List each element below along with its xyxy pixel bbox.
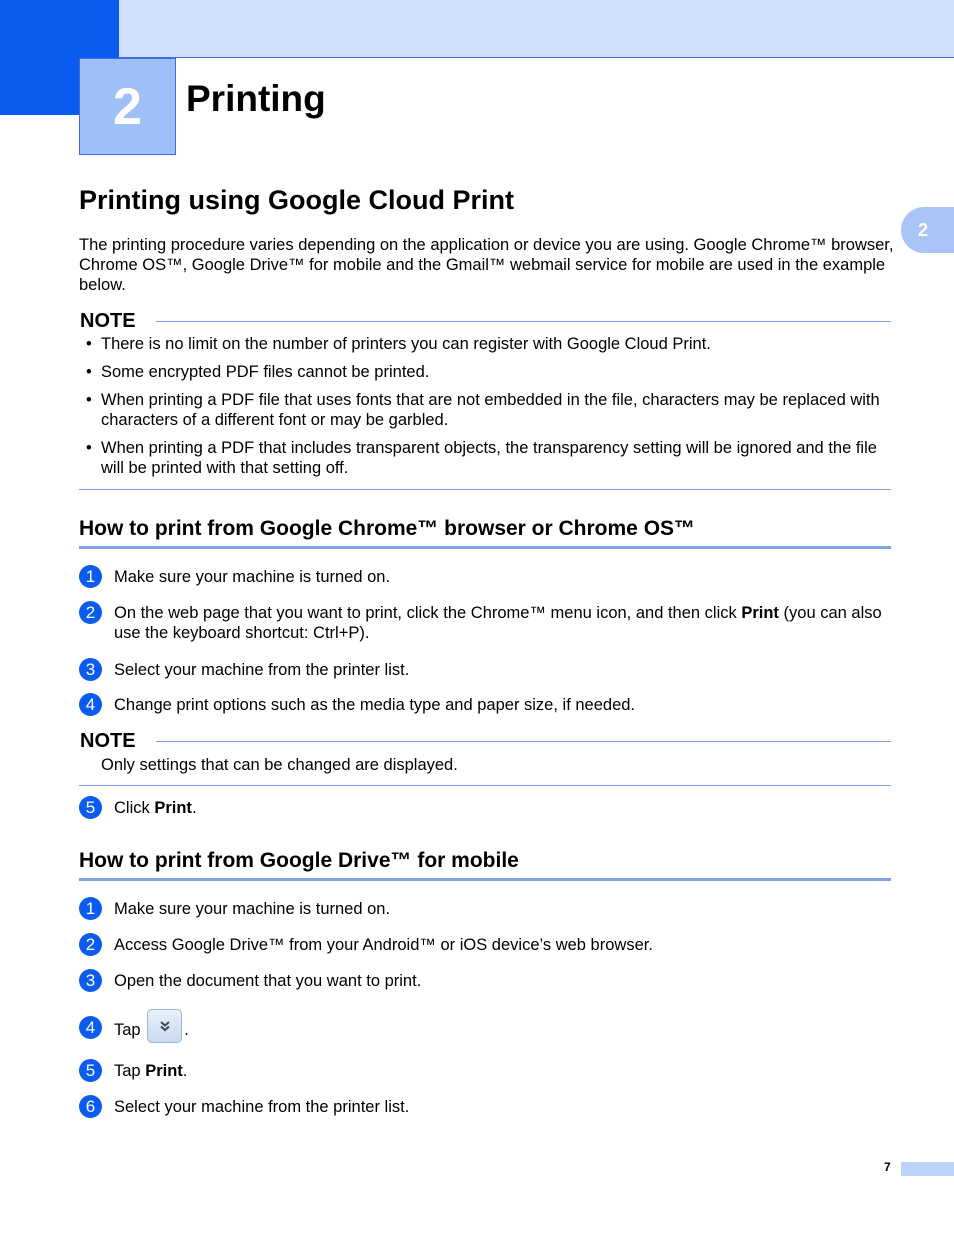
bullet-text: When printing a PDF that includes transparent objects, the transparency setting will be ignored and the file will be printed with that setting off. [101, 439, 877, 477]
chapter-title: Printing [186, 78, 326, 119]
double-chevron-down-icon [158, 1019, 172, 1033]
note-end-rule [79, 785, 891, 786]
step-number: 4 [79, 1016, 102, 1039]
bullet-text: Some encrypted PDF files cannot be printed. [101, 363, 430, 381]
step-number: 3 [79, 658, 102, 681]
bullet-dot: • [86, 363, 92, 381]
step-text: Open the document that you want to print. [114, 972, 422, 990]
note-bullet [86, 334, 891, 354]
note-bullet [86, 362, 891, 382]
note-bullet [86, 390, 891, 430]
note-rule [156, 741, 891, 742]
step-text: Tap [114, 1020, 146, 1039]
note-end-rule [79, 489, 891, 490]
page-number: 7 [884, 1160, 891, 1174]
step-item [79, 899, 891, 919]
step-text: . [191, 799, 197, 817]
chrome-section-title: How to print from Google Chrome™ browser or Chrome OS™ [79, 517, 696, 540]
step-number: 5 [79, 796, 102, 819]
step-item [79, 603, 891, 643]
side-tab-label: 2 [918, 219, 929, 240]
step-item [79, 695, 891, 715]
bullet-dot: • [86, 335, 92, 353]
chapter-number: 2 [113, 77, 142, 136]
side-chapter-tab [901, 207, 954, 253]
step-item [79, 798, 891, 818]
step-text: On the web page that you want to print, click the Chrome™ menu icon, and then click [114, 604, 742, 622]
step-number: 1 [79, 565, 102, 588]
step-number: 5 [79, 1059, 102, 1082]
step-number: 6 [79, 1095, 102, 1118]
step-number: 4 [79, 693, 102, 716]
step-item [79, 1018, 891, 1043]
step-text: Tap [114, 1062, 146, 1080]
step-number: 1 [79, 897, 102, 920]
bullet-text: When printing a PDF file that uses fonts that are not embedded in the file, characters may be replaced with characters of a different font or may be garbled. [101, 391, 880, 429]
chapter-number-box [79, 58, 176, 155]
step-bold: Print [145, 1062, 183, 1080]
header-band [0, 0, 954, 58]
note-rule [156, 321, 891, 322]
drive-section-rule [79, 878, 891, 881]
step-item [79, 1097, 891, 1117]
step-text: Change print options such as the media type and paper size, if needed. [114, 696, 636, 714]
step-number: 3 [79, 969, 102, 992]
step-text: Select your machine from the printer list. [114, 661, 410, 679]
step-text: (you can also use the keyboard shortcut: Ctrl+P). [114, 604, 882, 642]
step-text: Select your machine from the printer list. [114, 1098, 410, 1116]
step-item [79, 935, 891, 955]
step-number: 2 [79, 933, 102, 956]
step-text: Make sure your machine is turned on. [114, 900, 391, 918]
drive-section-title: How to print from Google Drive™ for mobile [79, 849, 519, 872]
note-text: Only settings that can be changed are displayed. [101, 756, 458, 774]
step-number: 2 [79, 601, 102, 624]
note-bullet [86, 438, 891, 478]
note-label: NOTE [80, 310, 136, 332]
step-text: . [182, 1062, 188, 1080]
step-item [79, 660, 891, 680]
page-footer-bar [901, 1162, 954, 1176]
more-actions-button[interactable] [147, 1009, 182, 1043]
step-item [79, 1061, 891, 1081]
note-label: NOTE [80, 730, 136, 752]
bullet-text: There is no limit on the number of printers you can register with Google Cloud Print. [101, 335, 711, 353]
intro-paragraph: The printing procedure varies depending on the application or device you are using. Google Chrome™ browser, Chrome OS™, Google Drive™ for mobile and the Gmail™ webmail service for mobile are used in the example below. [79, 236, 894, 294]
step-text: Click [114, 799, 155, 817]
step-text: . [184, 1020, 189, 1039]
bullet-dot: • [86, 391, 92, 409]
step-text: Access Google Drive™ from your Android™ or iOS device’s web browser. [114, 936, 653, 954]
step-item [79, 567, 891, 587]
step-text: Make sure your machine is turned on. [114, 568, 391, 586]
chrome-section-rule [79, 546, 891, 549]
step-bold: Print [741, 604, 779, 622]
bullet-dot: • [86, 439, 92, 457]
step-bold: Print [154, 799, 192, 817]
section-title: Printing using Google Cloud Print [79, 185, 514, 215]
step-item [79, 971, 891, 991]
